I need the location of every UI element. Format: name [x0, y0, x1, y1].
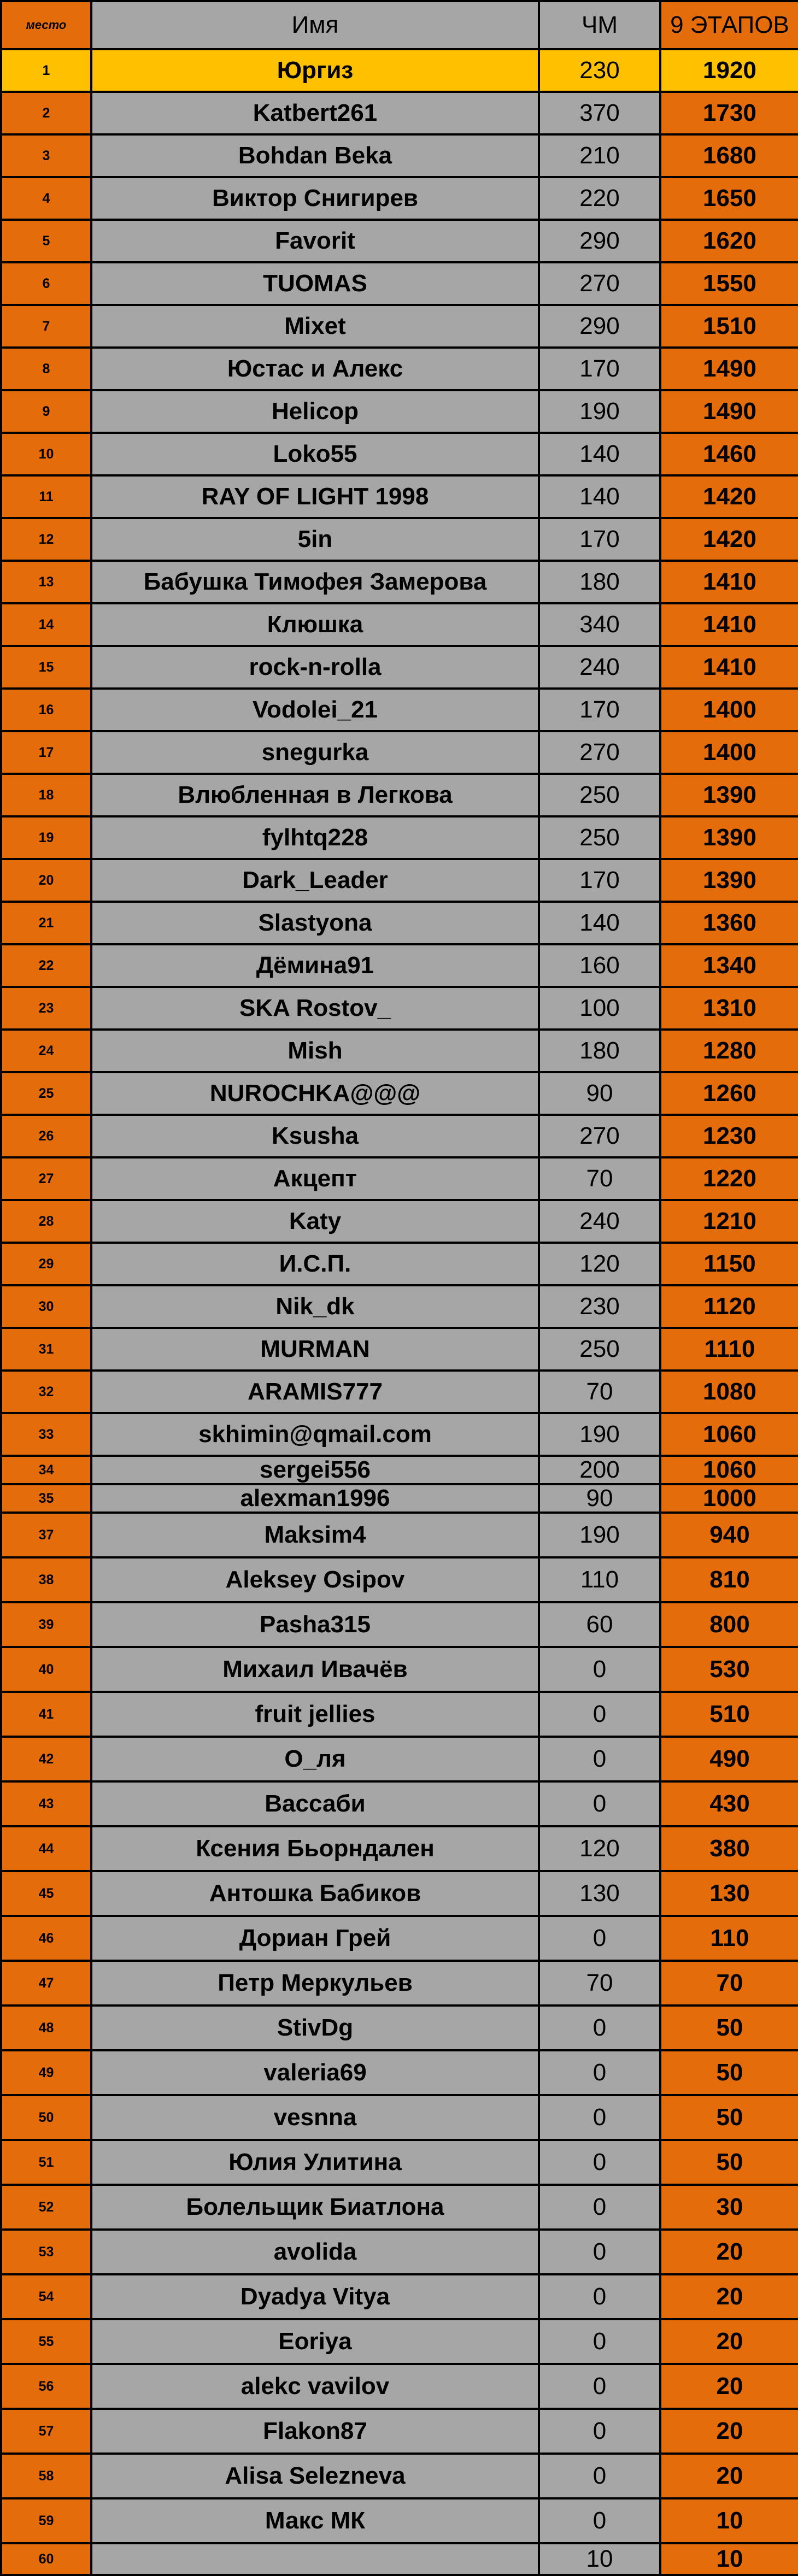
row-31-name: MURMAN [92, 1329, 540, 1372]
row-15-place: 15 [2, 647, 92, 690]
row-6-name: TUOMAS [92, 263, 540, 306]
row-4-place: 4 [2, 178, 92, 221]
row-41-name: О_ля [92, 1738, 540, 1783]
row-45-name: Дориан Грей [92, 1917, 540, 1962]
row-47-place: 48 [2, 2007, 92, 2051]
row-57-total: 20 [661, 2455, 798, 2499]
row-33-name: skhimin@qmail.com [92, 1414, 540, 1457]
row-2-chm: 370 [540, 93, 661, 136]
row-16-chm: 170 [540, 690, 661, 732]
row-49-total: 50 [661, 2096, 798, 2141]
row-38-chm: 60 [540, 1603, 661, 1648]
row-1-chm: 230 [540, 50, 661, 93]
row-32-total: 1080 [661, 1372, 798, 1414]
row-44-place: 45 [2, 1872, 92, 1917]
row-40-name: fruit jellies [92, 1693, 540, 1738]
row-29-name: И.С.П. [92, 1244, 540, 1286]
row-34-place: 34 [2, 1457, 92, 1485]
row-34-total: 1060 [661, 1457, 798, 1485]
row-56-total: 20 [661, 2410, 798, 2455]
row-59-chm: 10 [540, 2544, 661, 2576]
row-55-total: 20 [661, 2365, 798, 2410]
row-54-chm: 0 [540, 2320, 661, 2365]
row-37-total: 810 [661, 1558, 798, 1603]
row-58-name: Макс МК [92, 2499, 540, 2544]
row-36-name: Maksim4 [92, 1514, 540, 1558]
row-20-place: 20 [2, 860, 92, 903]
row-50-chm: 0 [540, 2141, 661, 2186]
row-28-name: Katy [92, 1201, 540, 1244]
row-19-total: 1390 [661, 818, 798, 860]
row-52-place: 53 [2, 2231, 92, 2275]
row-33-chm: 190 [540, 1414, 661, 1457]
row-22-chm: 160 [540, 945, 661, 988]
row-46-name: Петр Меркульев [92, 1962, 540, 2007]
row-23-total: 1310 [661, 988, 798, 1031]
row-1-place: 1 [2, 50, 92, 93]
row-16-total: 1400 [661, 690, 798, 732]
row-37-chm: 110 [540, 1558, 661, 1603]
row-2-total: 1730 [661, 93, 798, 136]
row-6-place: 6 [2, 263, 92, 306]
row-38-name: Pasha315 [92, 1603, 540, 1648]
header-total: 9 ЭТАПОВ [661, 2, 798, 50]
row-42-chm: 0 [540, 1783, 661, 1827]
row-54-total: 20 [661, 2320, 798, 2365]
row-18-total: 1390 [661, 775, 798, 818]
row-54-place: 55 [2, 2320, 92, 2365]
row-49-chm: 0 [540, 2096, 661, 2141]
row-49-place: 50 [2, 2096, 92, 2141]
row-45-total: 110 [661, 1917, 798, 1962]
row-41-total: 490 [661, 1738, 798, 1783]
row-51-chm: 0 [540, 2186, 661, 2231]
row-21-total: 1360 [661, 903, 798, 945]
row-14-place: 14 [2, 604, 92, 647]
row-56-name: Flakon87 [92, 2410, 540, 2455]
row-55-chm: 0 [540, 2365, 661, 2410]
row-57-place: 58 [2, 2455, 92, 2499]
row-52-total: 20 [661, 2231, 798, 2275]
row-14-total: 1410 [661, 604, 798, 647]
row-41-chm: 0 [540, 1738, 661, 1783]
row-18-place: 18 [2, 775, 92, 818]
row-24-chm: 180 [540, 1031, 661, 1073]
row-22-name: Дёмина91 [92, 945, 540, 988]
row-40-place: 41 [2, 1693, 92, 1738]
row-58-chm: 0 [540, 2499, 661, 2544]
row-41-place: 42 [2, 1738, 92, 1783]
row-23-chm: 100 [540, 988, 661, 1031]
row-17-place: 17 [2, 732, 92, 775]
row-19-name: fylhtq228 [92, 818, 540, 860]
row-21-chm: 140 [540, 903, 661, 945]
row-5-total: 1620 [661, 221, 798, 263]
row-24-place: 24 [2, 1031, 92, 1073]
header-place: место [2, 2, 92, 50]
row-22-place: 22 [2, 945, 92, 988]
row-4-total: 1650 [661, 178, 798, 221]
row-55-name: alekc vavilov [92, 2365, 540, 2410]
row-16-name: Vodolei_21 [92, 690, 540, 732]
row-10-name: Loko55 [92, 434, 540, 477]
row-2-place: 2 [2, 93, 92, 136]
row-11-chm: 140 [540, 477, 661, 519]
row-23-place: 23 [2, 988, 92, 1031]
row-27-chm: 70 [540, 1158, 661, 1201]
row-2-name: Katbert261 [92, 93, 540, 136]
row-55-place: 56 [2, 2365, 92, 2410]
row-45-place: 46 [2, 1917, 92, 1962]
row-12-name: 5in [92, 519, 540, 562]
row-17-name: snegurka [92, 732, 540, 775]
row-46-chm: 70 [540, 1962, 661, 2007]
row-7-name: Mixet [92, 306, 540, 349]
row-39-place: 40 [2, 1648, 92, 1693]
row-29-chm: 120 [540, 1244, 661, 1286]
row-9-place: 9 [2, 391, 92, 434]
row-12-chm: 170 [540, 519, 661, 562]
row-1-total: 1920 [661, 50, 798, 93]
row-53-place: 54 [2, 2275, 92, 2320]
row-47-chm: 0 [540, 2007, 661, 2051]
row-28-total: 1210 [661, 1201, 798, 1244]
row-3-total: 1680 [661, 136, 798, 178]
row-19-place: 19 [2, 818, 92, 860]
row-40-chm: 0 [540, 1693, 661, 1738]
row-57-chm: 0 [540, 2455, 661, 2499]
row-47-total: 50 [661, 2007, 798, 2051]
row-31-chm: 250 [540, 1329, 661, 1372]
row-52-name: avolida [92, 2231, 540, 2275]
row-13-total: 1410 [661, 562, 798, 604]
row-29-place: 29 [2, 1244, 92, 1286]
row-25-chm: 90 [540, 1073, 661, 1116]
row-15-name: rock-n-rolla [92, 647, 540, 690]
row-14-chm: 340 [540, 604, 661, 647]
row-11-place: 11 [2, 477, 92, 519]
row-44-total: 130 [661, 1872, 798, 1917]
row-50-place: 51 [2, 2141, 92, 2186]
row-15-chm: 240 [540, 647, 661, 690]
row-35-place: 35 [2, 1485, 92, 1514]
row-53-total: 20 [661, 2275, 798, 2320]
row-3-chm: 210 [540, 136, 661, 178]
row-42-place: 43 [2, 1783, 92, 1827]
row-39-chm: 0 [540, 1648, 661, 1693]
row-35-chm: 90 [540, 1485, 661, 1514]
row-30-chm: 230 [540, 1286, 661, 1329]
row-6-chm: 270 [540, 263, 661, 306]
row-28-place: 28 [2, 1201, 92, 1244]
row-24-total: 1280 [661, 1031, 798, 1073]
row-59-place: 60 [2, 2544, 92, 2576]
row-11-total: 1420 [661, 477, 798, 519]
row-46-total: 70 [661, 1962, 798, 2007]
row-20-chm: 170 [540, 860, 661, 903]
row-32-name: ARAMIS777 [92, 1372, 540, 1414]
row-21-name: Slastyona [92, 903, 540, 945]
row-48-name: valeria69 [92, 2051, 540, 2096]
row-29-total: 1150 [661, 1244, 798, 1286]
row-34-chm: 200 [540, 1457, 661, 1485]
row-26-name: Ksusha [92, 1116, 540, 1158]
row-3-name: Bohdan Beka [92, 136, 540, 178]
row-31-total: 1110 [661, 1329, 798, 1372]
row-8-name: Юстас и Алекс [92, 349, 540, 391]
row-7-place: 7 [2, 306, 92, 349]
row-37-name: Aleksey Osipov [92, 1558, 540, 1603]
row-1-name: Юргиз [92, 50, 540, 93]
row-5-name: Favorit [92, 221, 540, 263]
row-13-chm: 180 [540, 562, 661, 604]
row-46-place: 47 [2, 1962, 92, 2007]
row-11-name: RAY OF LIGHT 1998 [92, 477, 540, 519]
row-51-name: Болельщик Биатлона [92, 2186, 540, 2231]
row-9-name: Helicop [92, 391, 540, 434]
row-18-chm: 250 [540, 775, 661, 818]
row-31-place: 31 [2, 1329, 92, 1372]
row-54-name: Eoriya [92, 2320, 540, 2365]
row-26-chm: 270 [540, 1116, 661, 1158]
row-10-chm: 140 [540, 434, 661, 477]
row-50-name: Юлия Улитина [92, 2141, 540, 2186]
row-3-place: 3 [2, 136, 92, 178]
row-34-name: sergei556 [92, 1457, 540, 1485]
row-35-total: 1000 [661, 1485, 798, 1514]
row-37-place: 38 [2, 1558, 92, 1603]
row-23-name: SKA Rostov_ [92, 988, 540, 1031]
row-5-chm: 290 [540, 221, 661, 263]
row-5-place: 5 [2, 221, 92, 263]
row-18-name: Влюбленная в Легкова [92, 775, 540, 818]
row-36-place: 37 [2, 1514, 92, 1558]
row-10-place: 10 [2, 434, 92, 477]
row-58-total: 10 [661, 2499, 798, 2544]
row-30-place: 30 [2, 1286, 92, 1329]
row-30-total: 1120 [661, 1286, 798, 1329]
row-9-chm: 190 [540, 391, 661, 434]
row-48-chm: 0 [540, 2051, 661, 2096]
row-20-total: 1390 [661, 860, 798, 903]
row-26-total: 1230 [661, 1116, 798, 1158]
row-9-total: 1490 [661, 391, 798, 434]
row-59-name [92, 2544, 540, 2576]
row-48-total: 50 [661, 2051, 798, 2096]
row-14-name: Клюшка [92, 604, 540, 647]
header-name: Имя [92, 2, 540, 50]
row-8-total: 1490 [661, 349, 798, 391]
row-21-place: 21 [2, 903, 92, 945]
row-47-name: StivDg [92, 2007, 540, 2051]
row-43-name: Ксения Бьорндален [92, 1827, 540, 1872]
row-20-name: Dark_Leader [92, 860, 540, 903]
row-30-name: Nik_dk [92, 1286, 540, 1329]
row-52-chm: 0 [540, 2231, 661, 2275]
row-15-total: 1410 [661, 647, 798, 690]
row-25-total: 1260 [661, 1073, 798, 1116]
row-8-chm: 170 [540, 349, 661, 391]
row-24-name: Mish [92, 1031, 540, 1073]
row-56-place: 57 [2, 2410, 92, 2455]
row-36-total: 940 [661, 1514, 798, 1558]
row-53-chm: 0 [540, 2275, 661, 2320]
row-19-chm: 250 [540, 818, 661, 860]
row-58-place: 59 [2, 2499, 92, 2544]
row-56-chm: 0 [540, 2410, 661, 2455]
row-42-total: 430 [661, 1783, 798, 1827]
row-12-place: 12 [2, 519, 92, 562]
row-59-total: 10 [661, 2544, 798, 2576]
row-13-name: Бабушка Тимофея Замерова [92, 562, 540, 604]
row-57-name: Alisa Selezneva [92, 2455, 540, 2499]
row-39-total: 530 [661, 1648, 798, 1693]
row-38-total: 800 [661, 1603, 798, 1648]
row-43-chm: 120 [540, 1827, 661, 1872]
row-25-place: 25 [2, 1073, 92, 1116]
row-25-name: NUROCHKA@@@ [92, 1073, 540, 1116]
row-40-total: 510 [661, 1693, 798, 1738]
row-38-place: 39 [2, 1603, 92, 1648]
row-7-chm: 290 [540, 306, 661, 349]
row-32-chm: 70 [540, 1372, 661, 1414]
row-27-place: 27 [2, 1158, 92, 1201]
row-50-total: 50 [661, 2141, 798, 2186]
header-chm: ЧМ [540, 2, 661, 50]
row-17-chm: 270 [540, 732, 661, 775]
row-27-total: 1220 [661, 1158, 798, 1201]
row-10-total: 1460 [661, 434, 798, 477]
row-42-name: Вассаби [92, 1783, 540, 1827]
row-35-name: alexman1996 [92, 1485, 540, 1514]
row-45-chm: 0 [540, 1917, 661, 1962]
row-44-chm: 130 [540, 1872, 661, 1917]
row-44-name: Антошка Бабиков [92, 1872, 540, 1917]
row-12-total: 1420 [661, 519, 798, 562]
row-16-place: 16 [2, 690, 92, 732]
row-27-name: Акцепт [92, 1158, 540, 1201]
row-32-place: 32 [2, 1372, 92, 1414]
row-6-total: 1550 [661, 263, 798, 306]
row-17-total: 1400 [661, 732, 798, 775]
row-4-name: Виктор Снигирев [92, 178, 540, 221]
row-36-chm: 190 [540, 1514, 661, 1558]
row-39-name: Михаил Ивачёв [92, 1648, 540, 1693]
row-51-place: 52 [2, 2186, 92, 2231]
row-51-total: 30 [661, 2186, 798, 2231]
row-48-place: 49 [2, 2051, 92, 2096]
row-4-chm: 220 [540, 178, 661, 221]
row-53-name: Dyadya Vitya [92, 2275, 540, 2320]
row-49-name: vesnna [92, 2096, 540, 2141]
row-33-place: 33 [2, 1414, 92, 1457]
row-26-place: 26 [2, 1116, 92, 1158]
row-7-total: 1510 [661, 306, 798, 349]
row-43-place: 44 [2, 1827, 92, 1872]
row-13-place: 13 [2, 562, 92, 604]
row-43-total: 380 [661, 1827, 798, 1872]
row-28-chm: 240 [540, 1201, 661, 1244]
row-33-total: 1060 [661, 1414, 798, 1457]
row-22-total: 1340 [661, 945, 798, 988]
row-8-place: 8 [2, 349, 92, 391]
